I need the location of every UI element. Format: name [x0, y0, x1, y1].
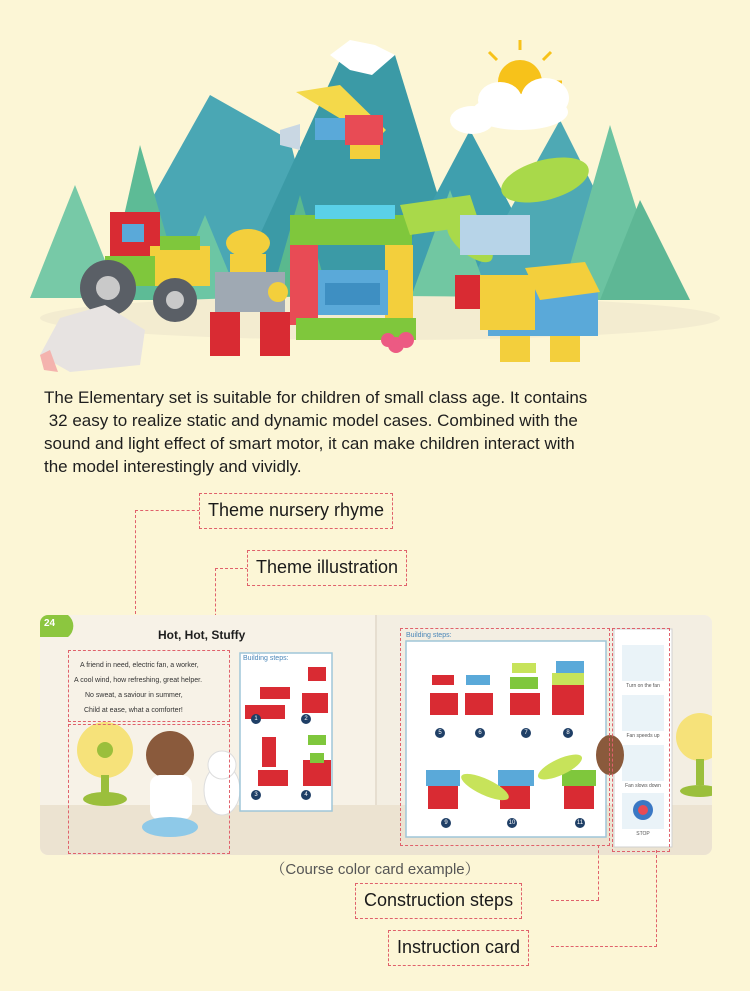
description-line: 32 easy to realize static and dynamic model cases. Combined with the	[44, 411, 578, 430]
hero-illustration	[0, 0, 750, 380]
instruction-highlight-box	[612, 628, 670, 852]
step-number: 7	[524, 730, 528, 736]
rhyme-line: A friend in need, electric fan, a worker,	[80, 662, 199, 669]
rhyme-line: A cool wind, how refreshing, great helper.	[74, 677, 203, 684]
step-number: 11	[576, 820, 584, 826]
description-line: sound and light effect of smart motor, it can make children interact with	[44, 434, 575, 453]
label-instruction-card: Instruction card	[388, 930, 529, 966]
label-theme-illustration: Theme illustration	[247, 550, 407, 586]
rhyme-highlight-box	[68, 650, 230, 722]
illustration-highlight-box	[68, 724, 230, 854]
step-number: 3	[254, 792, 258, 798]
instruction-item: Fan speeds up	[626, 733, 660, 739]
step-number: 9	[444, 820, 448, 826]
description-line: the model interestingly and vividly.	[44, 457, 302, 476]
caption: （Course color card example）	[270, 861, 480, 878]
brick-gate	[290, 205, 416, 340]
step-number: 5	[438, 730, 442, 736]
rhyme-line: Child at ease, what a comforter!	[84, 707, 183, 714]
instruction-connector-v	[656, 850, 657, 947]
instruction-item: Turn on the fan	[626, 683, 660, 689]
page-number: 24	[44, 618, 56, 629]
instruction-item: Fan slows down	[625, 783, 661, 789]
label-construction-steps: Construction steps	[355, 883, 522, 919]
illustration-connector-h	[215, 568, 248, 569]
step-number: 10	[508, 820, 516, 826]
rhyme-line: No sweat, a saviour in summer,	[85, 692, 183, 699]
label-theme-nursery-rhyme: Theme nursery rhyme	[199, 493, 393, 529]
construction-connector-h	[551, 900, 599, 901]
step-number: 6	[478, 730, 482, 736]
step-number: 4	[304, 792, 308, 798]
instruction-connector-h	[551, 946, 657, 947]
construction-highlight-box	[400, 628, 610, 846]
step-number: 8	[566, 730, 570, 736]
cloud-icon	[450, 78, 569, 134]
step-number: 1	[254, 716, 258, 722]
instruction-item: STOP	[636, 831, 650, 837]
brick-duck	[480, 262, 600, 362]
description	[44, 386, 714, 478]
construction-connector-v	[598, 845, 599, 900]
step-number: 2	[304, 716, 308, 722]
building-steps-heading-right: Building steps:	[406, 632, 452, 639]
rhyme-connector-h	[135, 510, 200, 511]
description-line: The Elementary set is suitable for children of small class age. It contains	[44, 388, 588, 407]
building-steps-heading-left: Building steps:	[243, 655, 289, 662]
card-title: Hot, Hot, Stuffy	[158, 628, 246, 642]
